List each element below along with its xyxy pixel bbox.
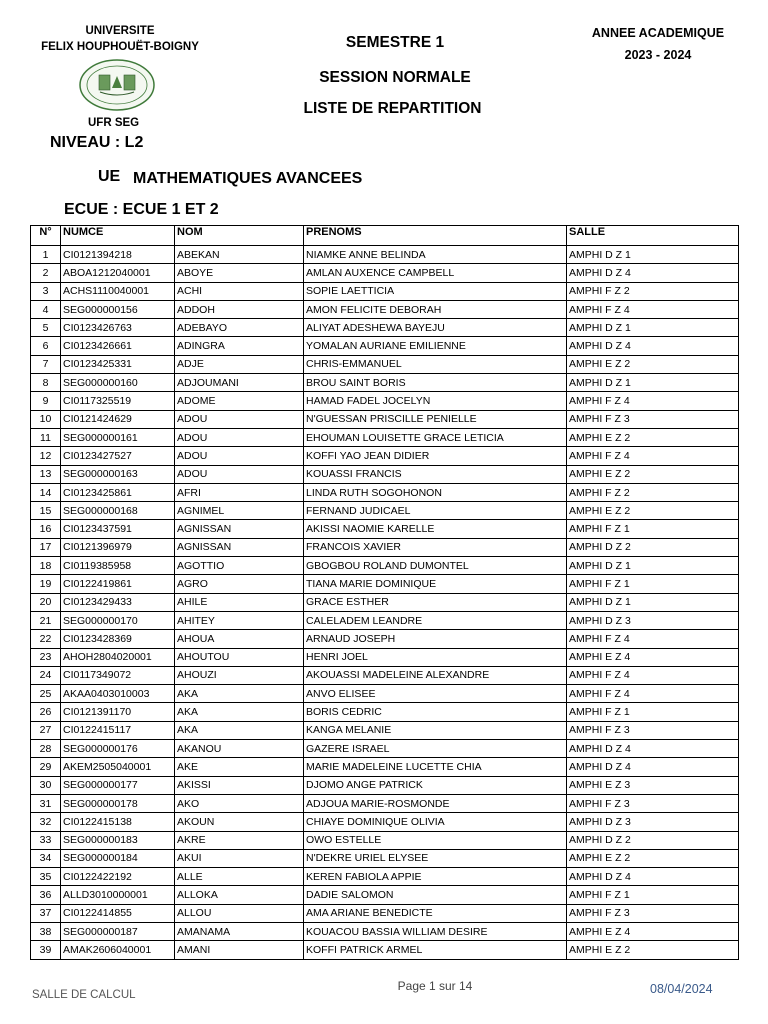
cell-numce: CI0123426661 [61, 337, 175, 355]
column-header-salle: SALLE [567, 226, 739, 246]
academic-year-block [578, 22, 738, 66]
cell-prenoms: LINDA RUTH SOGOHONON [304, 483, 567, 501]
cell-numce: AMAK2606040001 [61, 941, 175, 959]
university-seal-logo [78, 58, 156, 112]
cell-nom: ADEBAYO [175, 319, 304, 337]
cell-number: 30 [31, 776, 61, 794]
academic-year-label: ANNEE ACADEMIQUE [591, 26, 725, 40]
table-row [31, 557, 739, 575]
cell-number: 8 [31, 374, 61, 392]
cell-prenoms: ANVO ELISEE [304, 685, 567, 703]
cell-number: 12 [31, 447, 61, 465]
ufr-label: UFR SEG [88, 117, 140, 129]
cell-numce: ACHS1110040001 [61, 282, 175, 300]
table-header-row [31, 226, 739, 246]
cell-numce: CI0121391170 [61, 703, 175, 721]
table-row [31, 337, 739, 355]
university-line1: UNIVERSITE [85, 25, 155, 37]
ue-label: UE [98, 168, 121, 185]
ue-value: MATHEMATIQUES AVANCEES [133, 170, 363, 187]
cell-nom: ACHI [175, 282, 304, 300]
cell-salle: AMPHI E Z 2 [567, 502, 739, 520]
cell-prenoms: DJOMO ANGE PATRICK [304, 776, 567, 794]
cell-prenoms: N'DEKRE URIEL ELYSEE [304, 849, 567, 867]
table-row [31, 319, 739, 337]
semestre-title: SEMESTRE 1 [345, 34, 445, 51]
niveau-label: NIVEAU : L2 [50, 134, 144, 151]
cell-nom: AGNISSAN [175, 520, 304, 538]
table-row [31, 410, 739, 428]
cell-number: 10 [31, 410, 61, 428]
cell-number: 34 [31, 849, 61, 867]
table-row [31, 794, 739, 812]
cell-nom: ADOU [175, 465, 304, 483]
cell-number: 25 [31, 685, 61, 703]
cell-number: 11 [31, 428, 61, 446]
cell-number: 32 [31, 813, 61, 831]
cell-salle: AMPHI F Z 3 [567, 794, 739, 812]
distribution-table [30, 225, 739, 960]
cell-prenoms: KANGA MELANIE [304, 721, 567, 739]
cell-nom: AHOUA [175, 630, 304, 648]
cell-salle: AMPHI F Z 1 [567, 575, 739, 593]
cell-number: 9 [31, 392, 61, 410]
cell-prenoms: CALELADEM LEANDRE [304, 611, 567, 629]
cell-prenoms: BORIS CEDRIC [304, 703, 567, 721]
cell-nom: ADOU [175, 447, 304, 465]
cell-nom: AKO [175, 794, 304, 812]
university-name [30, 23, 210, 55]
cell-nom: AMANAMA [175, 922, 304, 940]
cell-number: 21 [31, 611, 61, 629]
table-row [31, 538, 739, 556]
table-row [31, 922, 739, 940]
cell-salle: AMPHI D Z 1 [567, 557, 739, 575]
cell-nom: ADJE [175, 355, 304, 373]
cell-nom: AKE [175, 758, 304, 776]
cell-number: 3 [31, 282, 61, 300]
cell-nom: AKUI [175, 849, 304, 867]
cell-prenoms: CHIAYE DOMINIQUE OLIVIA [304, 813, 567, 831]
cell-prenoms: AMA ARIANE BENEDICTE [304, 904, 567, 922]
university-line2: FELIX HOUPHOUËT-BOIGNY [41, 41, 199, 53]
cell-salle: AMPHI E Z 4 [567, 922, 739, 940]
cell-nom: ADOU [175, 410, 304, 428]
cell-prenoms: GBOGBOU ROLAND DUMONTEL [304, 557, 567, 575]
cell-numce: CI0117325519 [61, 392, 175, 410]
cell-salle: AMPHI F Z 3 [567, 904, 739, 922]
cell-number: 15 [31, 502, 61, 520]
table-row [31, 374, 739, 392]
cell-numce: SEG000000156 [61, 300, 175, 318]
cell-salle: AMPHI E Z 2 [567, 355, 739, 373]
table-row [31, 355, 739, 373]
cell-number: 17 [31, 538, 61, 556]
cell-nom: AGRO [175, 575, 304, 593]
cell-prenoms: BROU SAINT BORIS [304, 374, 567, 392]
table-row [31, 428, 739, 446]
cell-nom: AHOUTOU [175, 648, 304, 666]
cell-salle: AMPHI D Z 1 [567, 319, 739, 337]
cell-prenoms: KOUASSI FRANCIS [304, 465, 567, 483]
table-row [31, 868, 739, 886]
cell-numce: CI0123437591 [61, 520, 175, 538]
cell-number: 29 [31, 758, 61, 776]
table-row [31, 611, 739, 629]
cell-number: 2 [31, 264, 61, 282]
table-row [31, 831, 739, 849]
cell-numce: CI0123427527 [61, 447, 175, 465]
cell-number: 36 [31, 886, 61, 904]
cell-prenoms: KOFFI PATRICK ARMEL [304, 941, 567, 959]
cell-nom: ADINGRA [175, 337, 304, 355]
cell-salle: AMPHI F Z 4 [567, 392, 739, 410]
cell-salle: AMPHI E Z 2 [567, 941, 739, 959]
table-row [31, 502, 739, 520]
cell-nom: ALLOU [175, 904, 304, 922]
column-header-nom: NOM [175, 226, 304, 246]
cell-number: 23 [31, 648, 61, 666]
cell-salle: AMPHI D Z 4 [567, 868, 739, 886]
cell-nom: AHOUZI [175, 666, 304, 684]
cell-prenoms: MARIE MADELEINE LUCETTE CHIA [304, 758, 567, 776]
cell-salle: AMPHI D Z 4 [567, 758, 739, 776]
cell-salle: AMPHI F Z 3 [567, 721, 739, 739]
cell-numce: CI0117349072 [61, 666, 175, 684]
cell-salle: AMPHI D Z 4 [567, 740, 739, 758]
cell-number: 33 [31, 831, 61, 849]
cell-nom: AKOUN [175, 813, 304, 831]
column-header-prenoms: PRENOMS [304, 226, 567, 246]
table-row [31, 904, 739, 922]
footer-room: SALLE DE CALCUL [32, 989, 136, 1001]
cell-salle: AMPHI F Z 4 [567, 685, 739, 703]
table-row [31, 666, 739, 684]
column-header-number: N° [31, 226, 61, 246]
cell-numce: ALLD3010000001 [61, 886, 175, 904]
cell-numce: CI0119385958 [61, 557, 175, 575]
cell-prenoms: N'GUESSAN PRISCILLE PENIELLE [304, 410, 567, 428]
table-row [31, 392, 739, 410]
cell-prenoms: TIANA MARIE DOMINIQUE [304, 575, 567, 593]
table-row [31, 593, 739, 611]
cell-nom: ADOU [175, 428, 304, 446]
cell-number: 6 [31, 337, 61, 355]
cell-salle: AMPHI D Z 3 [567, 611, 739, 629]
cell-nom: ADJOUMANI [175, 374, 304, 392]
page-indicator: Page 1 sur 14 [397, 979, 473, 993]
cell-number: 16 [31, 520, 61, 538]
cell-number: 14 [31, 483, 61, 501]
table-row [31, 685, 739, 703]
cell-numce: SEG000000178 [61, 794, 175, 812]
cell-prenoms: EHOUMAN LOUISETTE GRACE LETICIA [304, 428, 567, 446]
cell-salle: AMPHI F Z 4 [567, 447, 739, 465]
cell-number: 24 [31, 666, 61, 684]
cell-prenoms: GAZERE ISRAEL [304, 740, 567, 758]
cell-nom: AMANI [175, 941, 304, 959]
cell-nom: AKISSI [175, 776, 304, 794]
cell-numce: ABOA1212040001 [61, 264, 175, 282]
column-header-numce: NUMCE [61, 226, 175, 246]
table-row [31, 630, 739, 648]
table-row [31, 264, 739, 282]
cell-number: 26 [31, 703, 61, 721]
cell-salle: AMPHI E Z 3 [567, 776, 739, 794]
cell-numce: CI0122414855 [61, 904, 175, 922]
cell-nom: AGOTTIO [175, 557, 304, 575]
cell-prenoms: ALIYAT ADESHEWA BAYEJU [304, 319, 567, 337]
cell-numce: CI0123428369 [61, 630, 175, 648]
cell-salle: AMPHI F Z 1 [567, 703, 739, 721]
table-row [31, 447, 739, 465]
cell-number: 38 [31, 922, 61, 940]
cell-prenoms: YOMALAN AURIANE EMILIENNE [304, 337, 567, 355]
cell-numce: SEG000000168 [61, 502, 175, 520]
cell-nom: ALLOKA [175, 886, 304, 904]
cell-prenoms: FERNAND JUDICAEL [304, 502, 567, 520]
cell-nom: ADOME [175, 392, 304, 410]
cell-salle: AMPHI D Z 1 [567, 593, 739, 611]
cell-salle: AMPHI E Z 2 [567, 849, 739, 867]
cell-salle: AMPHI F Z 4 [567, 630, 739, 648]
cell-number: 28 [31, 740, 61, 758]
table-row [31, 703, 739, 721]
cell-number: 39 [31, 941, 61, 959]
cell-number: 31 [31, 794, 61, 812]
cell-number: 22 [31, 630, 61, 648]
liste-title: LISTE DE REPARTITION [303, 100, 482, 117]
cell-prenoms: AMLAN AUXENCE CAMPBELL [304, 264, 567, 282]
cell-number: 19 [31, 575, 61, 593]
cell-nom: AGNIMEL [175, 502, 304, 520]
cell-numce: SEG000000161 [61, 428, 175, 446]
cell-prenoms: HENRI JOEL [304, 648, 567, 666]
cell-prenoms: GRACE ESTHER [304, 593, 567, 611]
table-row [31, 813, 739, 831]
cell-numce: CI0123425331 [61, 355, 175, 373]
cell-numce: AKAA0403010003 [61, 685, 175, 703]
cell-salle: AMPHI D Z 4 [567, 337, 739, 355]
cell-number: 4 [31, 300, 61, 318]
cell-prenoms: KOFFI YAO JEAN DIDIER [304, 447, 567, 465]
table-row [31, 282, 739, 300]
cell-number: 18 [31, 557, 61, 575]
cell-nom: ADDOH [175, 300, 304, 318]
cell-numce: CI0122415138 [61, 813, 175, 831]
cell-numce: SEG000000176 [61, 740, 175, 758]
cell-prenoms: AMON FELICITE DEBORAH [304, 300, 567, 318]
cell-numce: SEG000000160 [61, 374, 175, 392]
cell-numce: CI0122422192 [61, 868, 175, 886]
cell-nom: AGNISSAN [175, 538, 304, 556]
footer-date: 08/04/2024 [650, 982, 713, 996]
table-row [31, 520, 739, 538]
cell-prenoms: NIAMKE ANNE BELINDA [304, 246, 567, 264]
cell-number: 27 [31, 721, 61, 739]
cell-prenoms: HAMAD FADEL JOCELYN [304, 392, 567, 410]
cell-salle: AMPHI F Z 1 [567, 520, 739, 538]
ecue-label: ECUE : ECUE 1 ET 2 [64, 201, 219, 218]
academic-year-value: 2023 - 2024 [624, 48, 692, 62]
cell-prenoms: ARNAUD JOSEPH [304, 630, 567, 648]
cell-nom: ALLE [175, 868, 304, 886]
cell-salle: AMPHI F Z 3 [567, 410, 739, 428]
cell-number: 37 [31, 904, 61, 922]
cell-prenoms: DADIE SALOMON [304, 886, 567, 904]
cell-number: 13 [31, 465, 61, 483]
cell-prenoms: FRANCOIS XAVIER [304, 538, 567, 556]
cell-numce: CI0121396979 [61, 538, 175, 556]
table-row [31, 941, 739, 959]
cell-prenoms: OWO ESTELLE [304, 831, 567, 849]
cell-numce: SEG000000177 [61, 776, 175, 794]
table-row [31, 776, 739, 794]
cell-salle: AMPHI F Z 2 [567, 282, 739, 300]
cell-nom: AKA [175, 721, 304, 739]
cell-numce: AKEM2505040001 [61, 758, 175, 776]
cell-salle: AMPHI E Z 2 [567, 428, 739, 446]
table-row [31, 758, 739, 776]
cell-numce: CI0122415117 [61, 721, 175, 739]
table-row [31, 721, 739, 739]
cell-number: 1 [31, 246, 61, 264]
cell-nom: AFRI [175, 483, 304, 501]
cell-nom: AKANOU [175, 740, 304, 758]
cell-numce: CI0122419861 [61, 575, 175, 593]
cell-salle: AMPHI D Z 4 [567, 264, 739, 282]
cell-salle: AMPHI D Z 2 [567, 538, 739, 556]
table-row [31, 648, 739, 666]
cell-prenoms: KOUACOU BASSIA WILLIAM DESIRE [304, 922, 567, 940]
cell-numce: SEG000000187 [61, 922, 175, 940]
cell-salle: AMPHI F Z 4 [567, 666, 739, 684]
cell-numce: CI0123425861 [61, 483, 175, 501]
cell-number: 5 [31, 319, 61, 337]
cell-numce: SEG000000170 [61, 611, 175, 629]
table-body [31, 246, 739, 960]
cell-salle: AMPHI D Z 1 [567, 246, 739, 264]
table-row [31, 465, 739, 483]
session-title: SESSION NORMALE [319, 69, 471, 86]
cell-numce: CI0121394218 [61, 246, 175, 264]
cell-salle: AMPHI E Z 4 [567, 648, 739, 666]
cell-salle: AMPHI E Z 2 [567, 465, 739, 483]
cell-salle: AMPHI F Z 2 [567, 483, 739, 501]
cell-nom: AHITEY [175, 611, 304, 629]
cell-nom: AKA [175, 685, 304, 703]
cell-salle: AMPHI D Z 1 [567, 374, 739, 392]
table-row [31, 740, 739, 758]
cell-number: 7 [31, 355, 61, 373]
cell-prenoms: CHRIS-EMMANUEL [304, 355, 567, 373]
cell-salle: AMPHI D Z 2 [567, 831, 739, 849]
cell-nom: ABOYE [175, 264, 304, 282]
cell-numce: AHOH2804020001 [61, 648, 175, 666]
cell-salle: AMPHI F Z 4 [567, 300, 739, 318]
cell-numce: SEG000000184 [61, 849, 175, 867]
cell-numce: CI0123426763 [61, 319, 175, 337]
cell-nom: AHILE [175, 593, 304, 611]
table-row [31, 300, 739, 318]
table-row [31, 575, 739, 593]
cell-numce: CI0121424629 [61, 410, 175, 428]
cell-nom: AKA [175, 703, 304, 721]
cell-prenoms: KEREN FABIOLA APPIE [304, 868, 567, 886]
table-row [31, 483, 739, 501]
table-row [31, 886, 739, 904]
table-row [31, 246, 739, 264]
cell-prenoms: AKOUASSI MADELEINE ALEXANDRE [304, 666, 567, 684]
table-row [31, 849, 739, 867]
cell-salle: AMPHI D Z 3 [567, 813, 739, 831]
cell-numce: SEG000000183 [61, 831, 175, 849]
cell-nom: AKRE [175, 831, 304, 849]
cell-nom: ABEKAN [175, 246, 304, 264]
cell-prenoms: SOPIE LAETTICIA [304, 282, 567, 300]
cell-prenoms: ADJOUA MARIE-ROSMONDE [304, 794, 567, 812]
cell-prenoms: AKISSI NAOMIE KARELLE [304, 520, 567, 538]
cell-numce: CI0123429433 [61, 593, 175, 611]
cell-number: 20 [31, 593, 61, 611]
cell-salle: AMPHI F Z 1 [567, 886, 739, 904]
cell-numce: SEG000000163 [61, 465, 175, 483]
cell-number: 35 [31, 868, 61, 886]
